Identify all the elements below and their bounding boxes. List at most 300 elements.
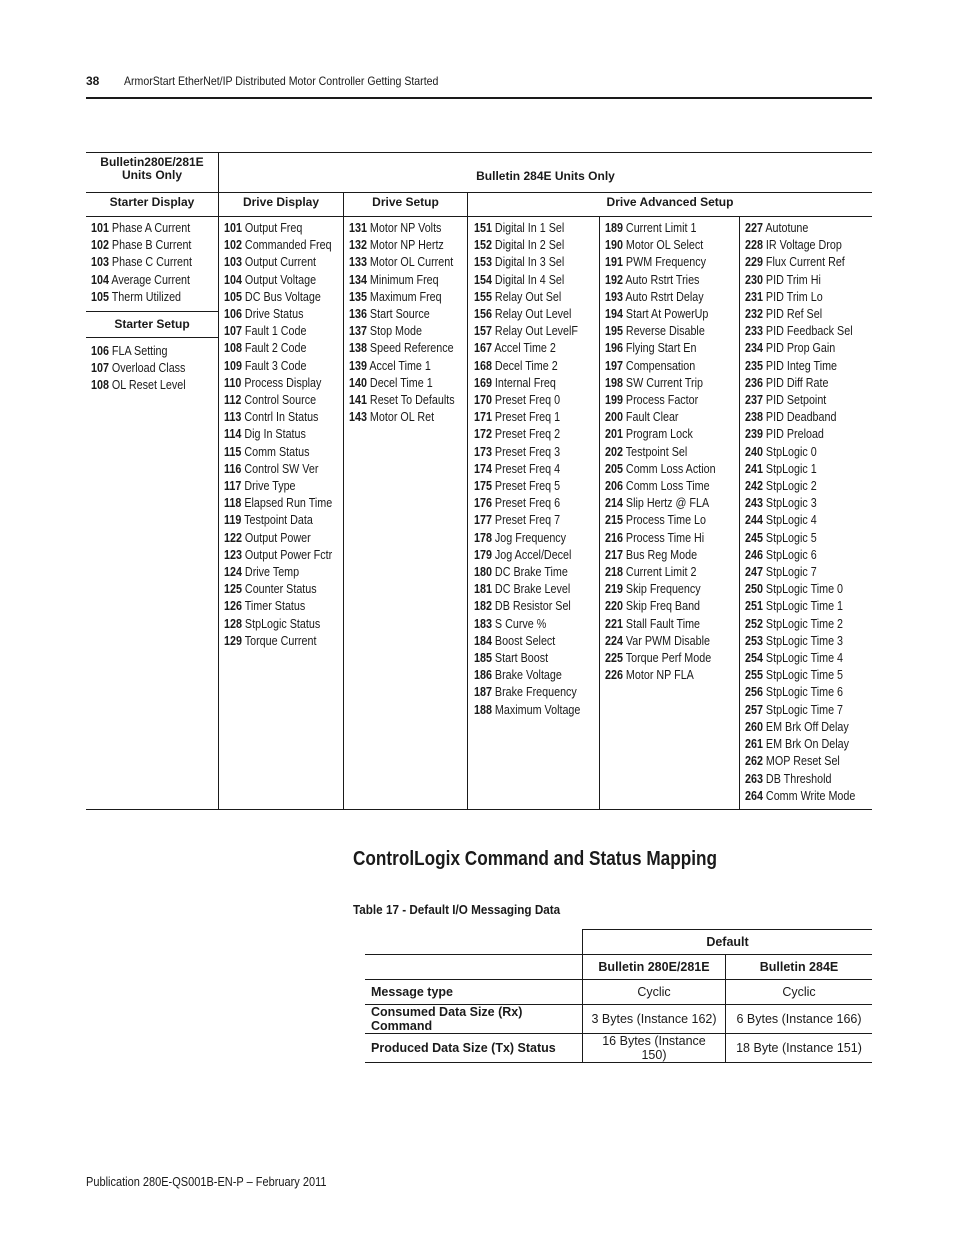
parameter-number: 102	[224, 238, 242, 253]
parameter-number: 233	[745, 324, 763, 339]
parameter-item	[745, 684, 855, 701]
parameter-number: 126	[224, 599, 242, 614]
parameter-number: 131	[349, 221, 367, 235]
parameter-number: 109	[224, 358, 242, 373]
parameter-name: PID Ref Sel	[765, 307, 823, 322]
parameter-name: Stall Fault Time	[625, 616, 701, 631]
parameter-number: 188	[474, 702, 492, 717]
parameter-item	[745, 272, 855, 289]
parameter-item	[745, 375, 855, 392]
parameter-name: Contrl In Status	[244, 410, 319, 425]
table-row	[365, 955, 872, 980]
parameter-number: 264	[745, 788, 763, 803]
parameter-item	[745, 495, 855, 512]
parameter-number: 206	[605, 479, 623, 494]
parameter-item	[605, 254, 716, 271]
parameter-item	[91, 289, 192, 306]
parameter-number: 216	[605, 530, 623, 545]
row-value-284: 6 Bytes (Instance 166)	[726, 1005, 873, 1034]
parameter-number: 139	[349, 358, 367, 373]
parameter-number: 102	[91, 238, 109, 253]
parameter-number: 221	[605, 616, 623, 631]
parameter-name: Counter Status	[244, 582, 317, 597]
row-value-280: 16 Bytes (Instance 150)	[583, 1034, 726, 1063]
io-messaging-table	[365, 929, 872, 1063]
parameter-item	[605, 478, 716, 495]
parameter-item	[224, 581, 332, 598]
parameter-name: StpLogic Time 2	[765, 616, 844, 631]
parameter-item	[474, 237, 580, 254]
parameter-name: Fault 1 Code	[244, 324, 307, 339]
parameter-name: Preset Freq 4	[494, 461, 561, 476]
parameter-item	[745, 771, 855, 788]
parameter-name: StpLogic Time 3	[765, 633, 844, 648]
parameter-item	[605, 581, 716, 598]
header-divider	[86, 216, 872, 217]
parameter-item	[605, 323, 716, 340]
parameter-number: 191	[605, 255, 623, 270]
parameter-name: Motor OL Ret	[369, 410, 435, 425]
parameter-item	[474, 392, 580, 409]
parameter-item	[745, 736, 855, 753]
parameter-name: Accel Time 2	[494, 341, 556, 356]
parameter-number: 104	[91, 272, 109, 287]
parameter-name: Fault 2 Code	[244, 341, 307, 356]
table-cell-empty	[365, 930, 583, 955]
parameter-number: 108	[224, 341, 242, 356]
parameter-number: 256	[745, 685, 763, 700]
parameter-name: Relay Out Level	[494, 307, 572, 322]
parameter-item	[224, 375, 332, 392]
default-header: Default	[583, 930, 873, 955]
drive-setup-header: Drive Setup	[372, 195, 439, 209]
parameter-number: 171	[474, 410, 492, 425]
parameter-number: 129	[224, 633, 242, 648]
parameter-name: Testpoint Sel	[625, 444, 688, 459]
parameter-number: 101	[91, 221, 109, 235]
parameter-name: Timer Status	[244, 599, 306, 614]
parameter-name: DB Resistor Sel	[494, 599, 571, 614]
parameter-number: 181	[474, 582, 492, 597]
parameter-number: 138	[349, 341, 367, 356]
parameter-item	[474, 495, 580, 512]
parameter-name: Minimum Freq	[369, 272, 439, 287]
parameter-item	[224, 409, 332, 426]
parameter-name: Therm Utilized	[111, 289, 182, 304]
parameter-item	[91, 343, 186, 360]
parameter-item	[745, 409, 855, 426]
parameter-number: 103	[224, 255, 242, 270]
parameter-item	[745, 289, 855, 306]
table-row	[365, 930, 872, 955]
page-number: 38	[86, 74, 100, 88]
parameter-item	[745, 358, 855, 375]
parameter-number: 237	[745, 393, 763, 408]
parameter-name: StpLogic Time 4	[765, 651, 844, 666]
parameter-item	[605, 530, 716, 547]
parameter-number: 117	[224, 479, 242, 494]
parameter-name: Decel Time 1	[369, 375, 433, 390]
parameter-item	[745, 667, 855, 684]
parameter-number: 214	[605, 496, 623, 511]
parameter-item	[224, 220, 332, 237]
parameter-name: Drive Type	[244, 479, 296, 494]
parameter-name: Current Limit 2	[625, 565, 697, 580]
parameter-name: PID Preload	[765, 427, 824, 442]
parameter-item	[91, 377, 186, 394]
parameter-number: 205	[605, 461, 623, 476]
parameter-item	[224, 237, 332, 254]
parameter-name: Compensation	[625, 358, 696, 373]
parameter-item	[474, 564, 580, 581]
parameter-number: 200	[605, 410, 623, 425]
parameter-number: 260	[745, 719, 763, 734]
parameter-number: 106	[224, 307, 242, 322]
parameter-item	[745, 564, 855, 581]
parameter-number: 157	[474, 324, 492, 339]
parameter-item	[745, 702, 855, 719]
row-value-280: Cyclic	[583, 980, 726, 1005]
parameter-number: 184	[474, 633, 492, 648]
parameter-item	[605, 598, 716, 615]
parameter-number: 152	[474, 238, 492, 253]
parameter-name: StpLogic 6	[765, 547, 817, 562]
column-divider	[218, 153, 219, 809]
row-label: Message type	[365, 980, 583, 1005]
parameter-number: 187	[474, 685, 492, 700]
parameter-item	[349, 409, 455, 426]
parameter-number: 195	[605, 324, 623, 339]
parameter-item	[474, 306, 580, 323]
parameter-number: 112	[224, 393, 242, 408]
parameter-item	[474, 702, 580, 719]
parameter-name: Start At PowerUp	[625, 307, 709, 322]
table-row	[365, 980, 872, 1005]
parameter-name: Process Time Hi	[625, 530, 705, 545]
group-280-header: Bulletin280E/281E Units Only	[100, 155, 204, 182]
parameter-name: Brake Voltage	[494, 668, 562, 683]
parameter-number: 229	[745, 255, 763, 270]
parameter-item	[224, 478, 332, 495]
parameter-number: 167	[474, 341, 492, 356]
parameter-number: 101	[224, 221, 242, 235]
parameter-name: StpLogic Time 6	[765, 685, 844, 700]
parameter-name: Reset To Defaults	[369, 393, 455, 408]
parameter-item	[605, 340, 716, 357]
parameter-name: Torque Perf Mode	[625, 651, 712, 666]
parameter-name: Brake Frequency	[494, 685, 577, 700]
parameter-item	[745, 616, 855, 633]
parameter-number: 201	[605, 427, 623, 442]
parameter-name: Bus Reg Mode	[625, 547, 698, 562]
parameter-table	[86, 152, 872, 810]
parameter-name: Reverse Disable	[625, 324, 705, 339]
parameter-name: Relay Out Sel	[494, 289, 562, 304]
starter-setup-header: Starter Setup	[86, 311, 218, 338]
parameter-number: 185	[474, 651, 492, 666]
parameter-name: DC Brake Level	[494, 582, 571, 597]
parameter-name: StpLogic 7	[765, 565, 817, 580]
parameter-item	[224, 306, 332, 323]
parameter-item	[745, 650, 855, 667]
page-header	[86, 73, 872, 99]
parameter-item	[349, 375, 455, 392]
parameter-name: Phase C Current	[111, 255, 193, 270]
parameter-name: Flying Start En	[625, 341, 697, 356]
parameter-number: 262	[745, 754, 763, 769]
parameter-item	[224, 461, 332, 478]
parameter-name: Motor OL Select	[625, 238, 704, 253]
parameter-item	[474, 530, 580, 547]
parameter-name: Torque Current	[244, 633, 317, 648]
parameter-name: StpLogic 5	[765, 530, 817, 545]
parameter-item	[224, 598, 332, 615]
parameter-item	[745, 220, 855, 237]
parameter-number: 218	[605, 565, 623, 580]
parameter-number: 154	[474, 272, 492, 287]
parameter-name: Digital In 1 Sel	[494, 221, 565, 235]
parameter-item	[349, 272, 455, 289]
parameter-number: 234	[745, 341, 763, 356]
parameter-name: Internal Freq	[494, 375, 556, 390]
parameter-item	[474, 409, 580, 426]
parameter-number: 261	[745, 737, 763, 752]
parameter-name: Current Limit 1	[625, 221, 697, 235]
parameter-item	[474, 512, 580, 529]
parameter-item	[745, 788, 855, 805]
parameter-item	[224, 633, 332, 650]
parameter-name: Process Factor	[625, 393, 699, 408]
parameter-number: 192	[605, 272, 623, 287]
parameter-name: SW Current Trip	[625, 375, 703, 390]
parameter-name: Preset Freq 0	[494, 393, 561, 408]
parameter-item	[605, 392, 716, 409]
parameter-item	[224, 530, 332, 547]
parameter-name: Program Lock	[625, 427, 693, 442]
parameter-name: StpLogic Status	[244, 616, 321, 631]
parameter-name: Fault Clear	[625, 410, 679, 425]
parameter-name: Preset Freq 2	[494, 427, 561, 442]
row-value-284: 18 Byte (Instance 151)	[726, 1034, 873, 1063]
parameter-number: 114	[224, 427, 242, 442]
parameter-number: 119	[224, 513, 242, 528]
parameter-name: Preset Freq 3	[494, 444, 561, 459]
parameter-item	[745, 323, 855, 340]
parameter-item	[91, 272, 192, 289]
parameter-number: 151	[474, 221, 492, 235]
parameter-number: 240	[745, 444, 763, 459]
parameter-name: Dig In Status	[244, 427, 306, 442]
parameter-item	[605, 461, 716, 478]
parameter-name: Output Power Fctr	[244, 547, 333, 562]
parameter-name: StpLogic Time 0	[765, 582, 844, 597]
parameter-item	[745, 547, 855, 564]
column-divider	[599, 217, 600, 809]
parameter-item	[474, 323, 580, 340]
parameter-number: 136	[349, 307, 367, 322]
col-284-header: Bulletin 284E	[726, 955, 873, 980]
parameter-number: 105	[224, 289, 242, 304]
header-divider	[86, 192, 872, 193]
parameter-item	[474, 684, 580, 701]
parameter-item	[605, 495, 716, 512]
parameter-number: 217	[605, 547, 623, 562]
parameter-name: S Curve %	[494, 616, 547, 631]
parameter-item	[349, 237, 455, 254]
parameter-item	[605, 358, 716, 375]
parameter-number: 124	[224, 565, 242, 580]
parameter-number: 180	[474, 565, 492, 580]
parameter-item	[474, 340, 580, 357]
parameter-item	[745, 254, 855, 271]
parameter-name: Control SW Ver	[244, 461, 319, 476]
parameter-item	[605, 667, 716, 684]
parameter-number: 227	[745, 221, 763, 235]
parameter-name: Process Display	[244, 375, 322, 390]
parameter-number: 257	[745, 702, 763, 717]
parameter-item	[224, 392, 332, 409]
parameter-number: 220	[605, 599, 623, 614]
table-row	[365, 1005, 872, 1034]
parameter-item	[224, 547, 332, 564]
parameter-number: 172	[474, 427, 492, 442]
parameter-item	[349, 220, 455, 237]
parameter-name: PWM Frequency	[625, 255, 706, 270]
parameter-item	[605, 272, 716, 289]
parameter-item	[605, 444, 716, 461]
parameter-number: 231	[745, 289, 763, 304]
parameter-item	[224, 254, 332, 271]
parameter-name: StpLogic 0	[765, 444, 817, 459]
parameter-number: 179	[474, 547, 492, 562]
parameter-item	[745, 392, 855, 409]
parameter-number: 245	[745, 530, 763, 545]
drive-advanced-list-2	[605, 220, 734, 684]
parameter-name: Var PWM Disable	[625, 633, 710, 648]
parameter-number: 247	[745, 565, 763, 580]
starter-display-header: Starter Display	[109, 195, 195, 209]
parameter-item	[745, 753, 855, 770]
parameter-number: 104	[224, 272, 242, 287]
parameter-name: Start Boost	[494, 651, 549, 666]
row-label: Consumed Data Size (Rx) Command	[365, 1005, 583, 1034]
parameter-item	[605, 564, 716, 581]
parameter-number: 243	[745, 496, 763, 511]
parameter-number: 226	[605, 668, 623, 683]
starter-display-list	[91, 220, 208, 306]
parameter-number: 225	[605, 651, 623, 666]
parameter-name: Autotune	[765, 221, 809, 235]
parameter-name: Maximum Freq	[369, 289, 442, 304]
parameter-name: StpLogic 3	[765, 496, 817, 511]
parameter-name: StpLogic Time 1	[765, 599, 844, 614]
parameter-name: Average Current	[111, 272, 191, 287]
parameter-number: 106	[91, 344, 109, 358]
parameter-name: Elapsed Run Time	[244, 496, 333, 511]
drive-advanced-setup-header: Drive Advanced Setup	[606, 195, 734, 209]
parameter-number: 189	[605, 221, 623, 235]
parameter-name: Commanded Freq	[244, 238, 332, 253]
parameter-name: Digital In 2 Sel	[494, 238, 565, 253]
parameter-name: Fault 3 Code	[244, 358, 307, 373]
row-value-280: 3 Bytes (Instance 162)	[583, 1005, 726, 1034]
parameter-name: Skip Freq Band	[625, 599, 701, 614]
drive-advanced-list-3	[745, 220, 873, 805]
parameter-name: Overload Class	[111, 361, 186, 376]
parameter-name: Output Current	[244, 255, 317, 270]
parameter-number: 202	[605, 444, 623, 459]
table-caption: Table 17 - Default I/O Messaging Data	[353, 902, 561, 917]
parameter-item	[349, 392, 455, 409]
parameter-name: Phase B Current	[111, 238, 192, 253]
parameter-item	[474, 598, 580, 615]
parameter-name: Jog Frequency	[494, 530, 567, 545]
parameter-name: IR Voltage Drop	[765, 238, 842, 253]
parameter-name: DC Brake Time	[494, 565, 568, 580]
parameter-number: 241	[745, 461, 763, 476]
parameter-item	[605, 289, 716, 306]
parameter-name: PID Trim Hi	[765, 272, 821, 287]
parameter-item	[745, 444, 855, 461]
parameter-name: Motor NP FLA	[625, 668, 694, 683]
parameter-name: Comm Loss Time	[625, 479, 710, 494]
parameter-name: Comm Loss Action	[625, 461, 716, 476]
parameter-item	[224, 616, 332, 633]
parameter-name: Stop Mode	[369, 324, 422, 339]
parameter-item	[745, 237, 855, 254]
parameter-number: 177	[474, 513, 492, 528]
parameter-item	[745, 633, 855, 650]
parameter-name: Digital In 4 Sel	[494, 272, 565, 287]
parameter-number: 182	[474, 599, 492, 614]
parameter-name: StpLogic 2	[765, 479, 817, 494]
parameter-number: 186	[474, 668, 492, 683]
parameter-item	[349, 289, 455, 306]
parameter-number: 122	[224, 530, 242, 545]
parameter-number: 134	[349, 272, 367, 287]
parameter-number: 232	[745, 307, 763, 322]
drive-display-list	[224, 220, 350, 650]
parameter-item	[605, 547, 716, 564]
parameter-number: 170	[474, 393, 492, 408]
parameter-item	[474, 581, 580, 598]
parameter-name: Flux Current Ref	[765, 255, 845, 270]
parameter-item	[605, 616, 716, 633]
parameter-item	[745, 530, 855, 547]
parameter-name: Motor OL Current	[369, 255, 454, 270]
parameter-name: Process Time Lo	[625, 513, 706, 528]
parameter-name: Preset Freq 6	[494, 496, 561, 511]
parameter-number: 133	[349, 255, 367, 270]
parameter-name: StpLogic 1	[765, 461, 817, 476]
publication-footer: Publication 280E-QS001B-EN-P – February 2011	[86, 1175, 327, 1189]
parameter-item	[605, 512, 716, 529]
starter-setup-list	[91, 343, 201, 395]
parameter-name: MOP Reset Sel	[765, 754, 840, 769]
parameter-item	[224, 495, 332, 512]
parameter-item	[474, 633, 580, 650]
parameter-number: 242	[745, 479, 763, 494]
parameter-item	[474, 272, 580, 289]
parameter-item	[474, 254, 580, 271]
parameter-item	[474, 289, 580, 306]
parameter-item	[349, 254, 455, 271]
parameter-item	[349, 306, 455, 323]
parameter-item	[474, 220, 580, 237]
parameter-name: Preset Freq 1	[494, 410, 561, 425]
parameter-name: DB Threshold	[765, 771, 832, 786]
parameter-number: 238	[745, 410, 763, 425]
